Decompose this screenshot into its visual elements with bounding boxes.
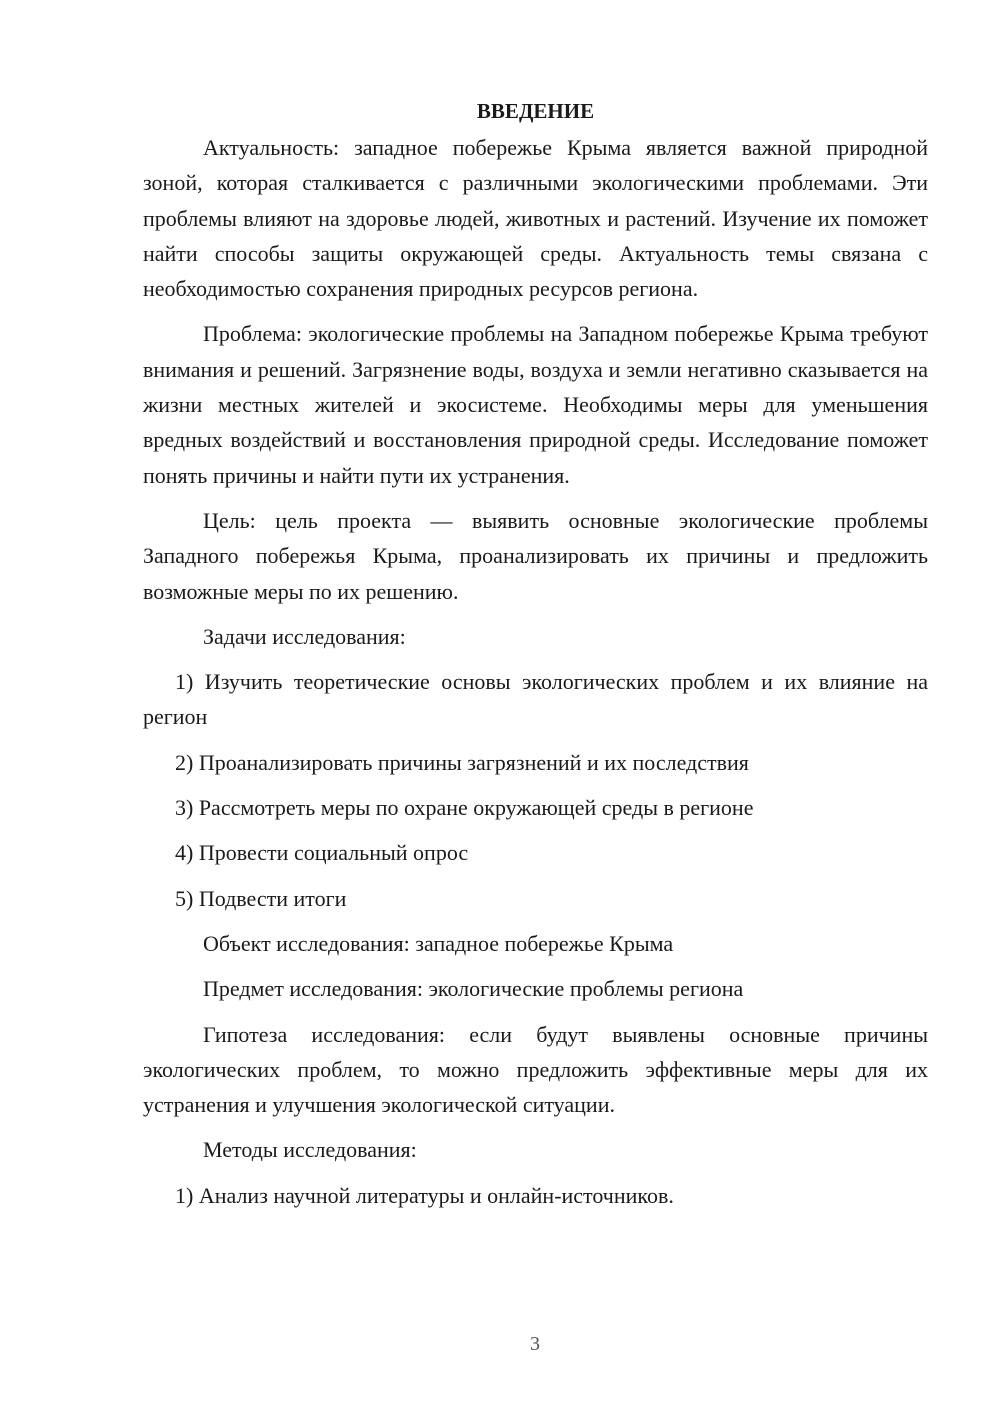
object-paragraph: Объект исследования: западное побережье Крыма	[203, 930, 674, 956]
subject-paragraph: Предмет исследования: экологические проблемы региона	[203, 976, 744, 1002]
task-item: 1) Изучить теоретические основы экологических проблем и их влияние на регион	[143, 669, 928, 730]
method-item: 1) Анализ научной литературы и онлайн-источников.	[175, 1182, 674, 1208]
page-number: 3	[530, 1333, 540, 1355]
task-item: 3) Рассмотреть меры по охране окружающей среды в регионе	[175, 795, 754, 821]
task-item: 5) Подвести итоги	[175, 885, 347, 911]
section-heading: ВВЕДЕНИЕ	[476, 99, 595, 123]
problem-paragraph: Проблема: экологические проблемы на Западном побережье Крыма требуют внимания и решений. Загрязнение воды, воздуха и земли негативно сказывается на жизни местных жителей и экосистеме. Необходимы меры для уменьшения вредных воздействий и восстановления природной среды. Исследование поможет понять причины и найти пути их устранения.	[143, 321, 928, 488]
goal-paragraph: Цель: цель проекта — выявить основные экологические проблемы Западного побережья Крыма, проанализировать их причины и предложить возможные меры по их решению.	[143, 507, 928, 604]
relevance-paragraph: Актуальность: западное побережье Крыма является важной природной зоной, которая сталкивается с различными экологическими проблемами. Эти проблемы влияют на здоровье людей, животных и растений. Изучение их поможет найти способы защиты окружающей среды. Актуальность темы связана с необходимостью сохранения природных ресурсов региона.	[143, 135, 928, 302]
methods-title: Методы исследования:	[203, 1137, 417, 1163]
hypothesis-paragraph: Гипотеза исследования: если будут выявлены основные причины экологических проблем, то можно предложить эффективные меры для их устранения и улучшения экологической ситуации.	[143, 1021, 928, 1118]
tasks-title: Задачи исследования:	[203, 623, 406, 649]
task-item: 2) Проанализировать причины загрязнений и их последствия	[175, 749, 749, 775]
page-content	[143, 96, 928, 1223]
task-item: 4) Провести социальный опрос	[175, 840, 469, 866]
